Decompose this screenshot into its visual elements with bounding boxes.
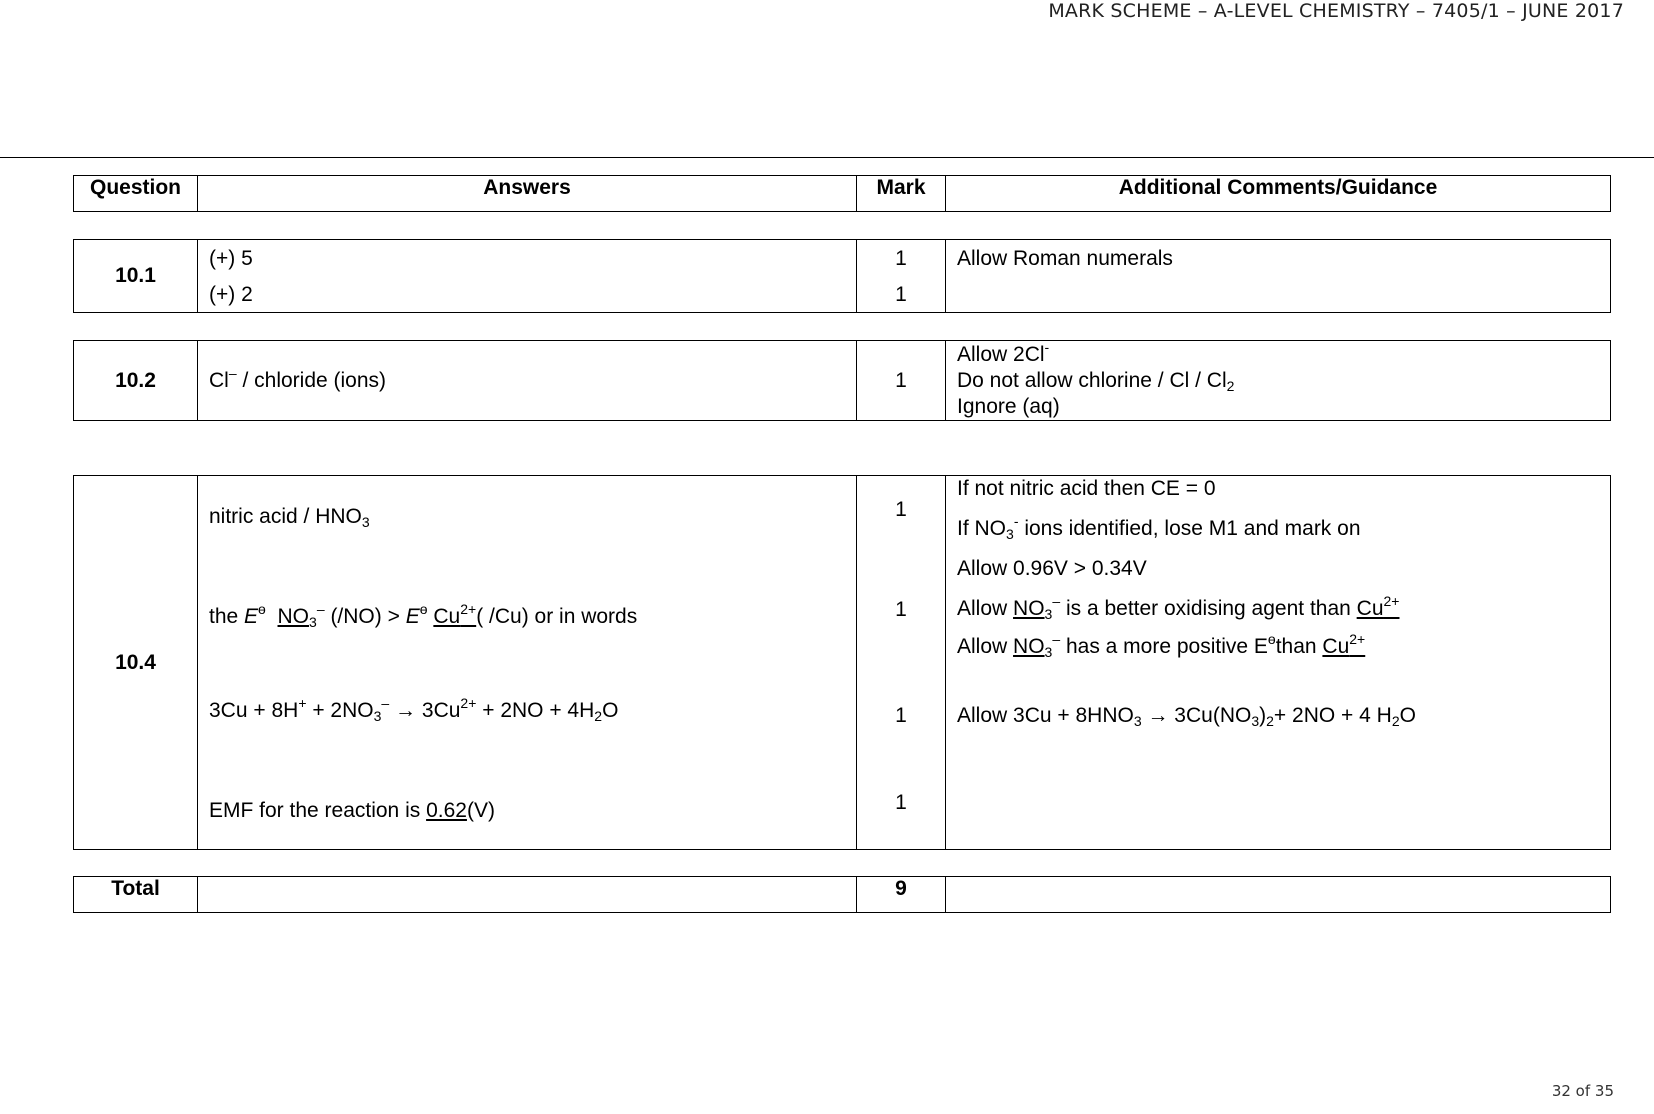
total-mark: 9	[857, 877, 946, 913]
guidance-cell	[946, 341, 1611, 421]
mark-value: 1	[895, 369, 907, 392]
total-label: Total	[74, 877, 198, 913]
mark-cell	[857, 476, 946, 850]
guidance-equation: Allow $3Cu + 8HNO_3 \to 3Cu(NO_3)_2+ 2NO + 4$ $H_2O$	[957, 704, 1416, 729]
page-number: 32 of 35	[1551, 1082, 1614, 1100]
guidance-line: Allow $NO_3^-$ is a better oxidising agent than $Cu^{2+}$	[957, 593, 1400, 622]
mark-value: 1	[895, 283, 907, 306]
guidance-line: Allow 2Cl-	[957, 339, 1050, 366]
question-number: 10.2	[74, 341, 198, 421]
total-table	[73, 876, 1611, 913]
mark-value: 1	[895, 704, 907, 727]
mark-value: 1	[895, 791, 907, 814]
question-10-4-table	[73, 475, 1611, 850]
guidance-cell	[946, 240, 1611, 313]
col-guidance-header: Additional Comments/Guidance	[946, 176, 1611, 212]
answers-cell	[198, 476, 857, 850]
guidance-line: If not nitric acid then CE = 0	[957, 477, 1216, 500]
answer-line: nitric acid / $HNO_3$	[209, 505, 370, 530]
mark-cell	[857, 240, 946, 313]
answer-equation: $3Cu + 8H^+ + 2NO_3^- \to 3Cu^{2+} + 2NO + 4H_2O$	[209, 695, 619, 724]
guidance-line: Allow 0.96V > 0.34V	[957, 557, 1147, 580]
header-rule	[0, 157, 1654, 158]
answer-line: the $E^ө$ $NO_3^-$ $(/NO) > E^ө$ $Cu^{2+}$( /Cu) or in words	[209, 601, 638, 630]
mark-value: 1	[895, 498, 907, 521]
guidance-line: Ignore (aq)	[957, 395, 1060, 418]
question-number: 10.4	[74, 476, 198, 850]
answers-cell	[198, 341, 857, 421]
col-question-header: Question	[74, 176, 198, 212]
guidance-line: Allow Roman numerals	[957, 247, 1173, 270]
answer-line: (+) 2	[209, 283, 253, 306]
guidance-line: Allow $NO_3^-$ has a more positive $E^өthan$ $Cu^{2+}$	[957, 631, 1366, 660]
answers-cell	[198, 240, 857, 313]
question-number: 10.1	[74, 240, 198, 313]
running-header: MARK SCHEME – A-LEVEL CHEMISTRY – 7405/1 – JUNE 2017	[1048, 0, 1624, 22]
question-10-1-table	[73, 239, 1611, 313]
mark-value: 1	[895, 598, 907, 621]
mark-cell	[857, 341, 946, 421]
guidance-line: Do not allow chlorine / Cl / $Cl_2$	[957, 369, 1235, 394]
guidance-line: If $NO_3^-$ ions identified, lose M1 and mark on	[957, 513, 1361, 542]
col-mark-header: Mark	[857, 176, 946, 212]
answer-line: (+) 5	[209, 247, 253, 270]
total-answers-empty	[198, 877, 857, 913]
answer-line: Cl– / chloride (ions)	[209, 365, 387, 392]
column-header-table	[73, 175, 1611, 212]
mark-value: 1	[895, 247, 907, 270]
col-answers-header: Answers	[198, 176, 857, 212]
total-guidance-empty	[946, 877, 1611, 913]
question-10-2-table	[73, 340, 1611, 421]
guidance-cell	[946, 476, 1611, 850]
answer-line: EMF for the reaction is 0.62(V)	[209, 799, 495, 822]
